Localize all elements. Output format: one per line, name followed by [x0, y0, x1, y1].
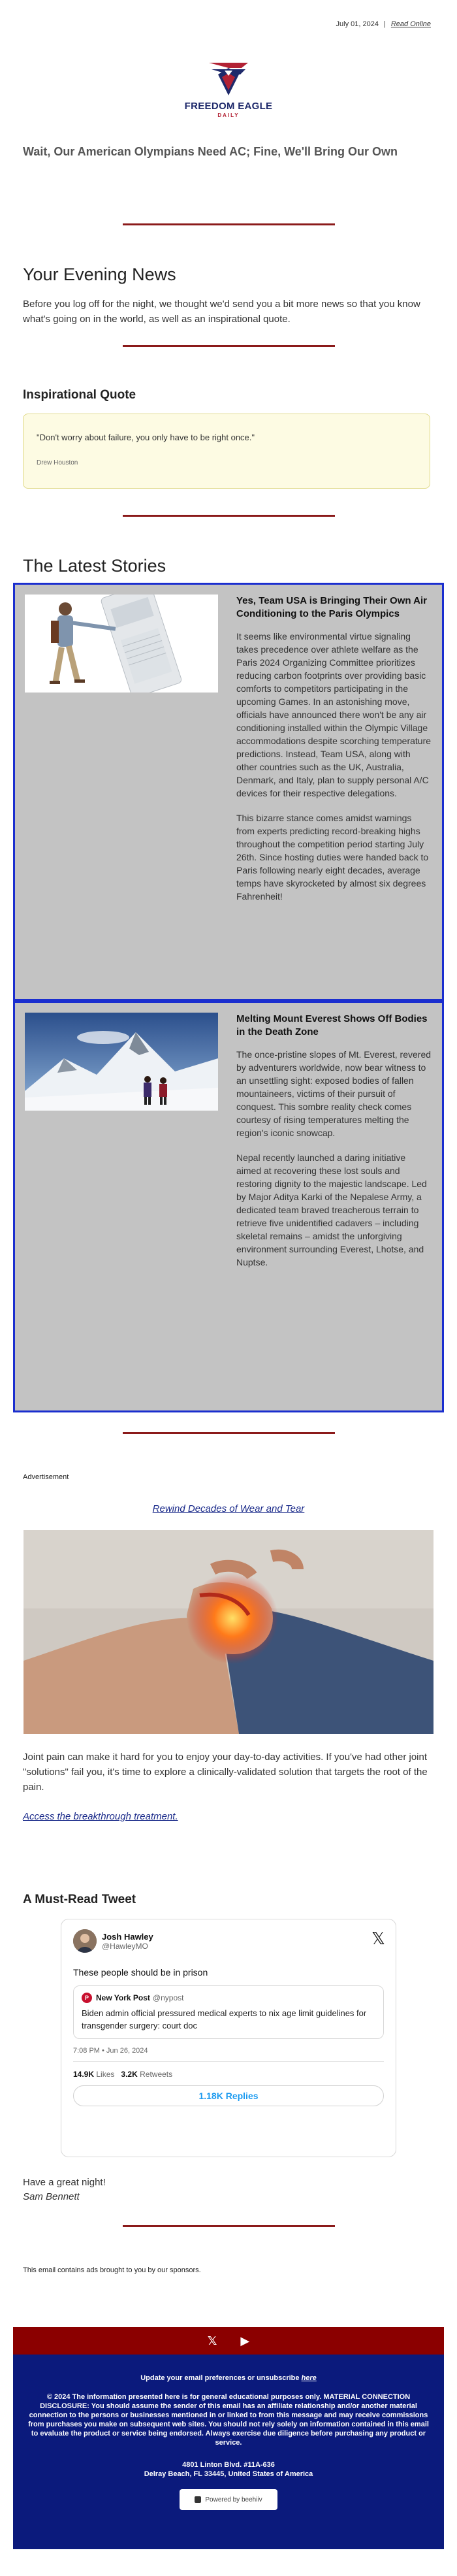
- tweet-section-title: A Must-Read Tweet: [23, 1893, 136, 1906]
- man-with-ac-unit-image: [25, 595, 218, 693]
- ad-body-text: Joint pain can make it hard for you to enjoy your day-to-day activities. If you've had other joint "solutions" fail you, it's time to explore a clinically-validated solution that targets the root of the pain.: [23, 1752, 428, 1793]
- preferences-text: Update your email preferences or unsubscribe: [140, 2374, 300, 2382]
- story-image-everest[interactable]: [25, 1013, 218, 1111]
- retweets-label: Retweets: [140, 2070, 173, 2079]
- quote-section: [0, 388, 457, 489]
- story-title[interactable]: Yes, Team USA is Bringing Their Own Air Conditioning to the Paris Olympics: [236, 595, 428, 619]
- unsubscribe-link[interactable]: here: [301, 2374, 317, 2382]
- tweet-header: [73, 1929, 384, 1953]
- read-online-link[interactable]: Read Online: [390, 20, 431, 28]
- footer: [13, 2327, 444, 2549]
- mailing-address: [13, 2460, 444, 2479]
- quote-author: Drew Houston: [37, 459, 78, 466]
- tweet-text: These people should be in prison: [73, 1967, 208, 1978]
- story-paragraph: This bizarre stance comes amidst warnings from experts predicting record-breaking highs throughout the competition period starting July 26th. Since hosting duties were handed back to Paris following nearly eight decades, average temps have skyrocketed by almost six degrees Fahrenheit!: [236, 813, 429, 902]
- brand-tagline: DAILY: [217, 112, 240, 118]
- disclaimer: © 2024 The information presented here is for general educational purposes only. MATERIAL CONNECTION DISCLOSURE: You should assume the sender of this email has an affiliate relationship and/or another material connection to the persons or businesses mentioned in or linked to from this message and may receive commissions from purchases you make on subsequent web sites. You should not rely solely on information contained in this email to evaluate the product or service being endorsed. Always exercise due diligence before purchasing any product or service.: [28, 2393, 429, 2447]
- email-preferences: [13, 2374, 444, 2382]
- separator: |: [383, 20, 386, 28]
- likes-label: Likes: [96, 2070, 115, 2079]
- likes-count: 14.9K: [73, 2070, 95, 2079]
- social-bar: [13, 2327, 444, 2355]
- beehiiv-icon: [195, 2496, 201, 2503]
- tweet-card[interactable]: [61, 1919, 396, 2157]
- evening-news-intro: Before you log off for the night, we thought we'd send you a bit more news so that you know what's going on in the world, as well as an inspirational quote.: [23, 299, 420, 325]
- avatar-icon: [73, 1929, 97, 1953]
- signoff-line: Have a great night!: [23, 2177, 106, 2188]
- story-image-ac[interactable]: [25, 595, 218, 693]
- signoff-name: Sam Bennett: [23, 2191, 80, 2202]
- story-paragraph: It seems like environmental virtue signaling takes precedence over athlete welfare as the Paris 2024 Organizing Committee prioritizes reducing carbon footprints over providing basic comforts to competitors participating in the upcoming Games. In an astonishing move, officials have announced there won't be any air conditioning installed within the Olympic Village accommodations despite scorching temperature predictions. Instead, Team USA, along with other countries such as the UK, Australia, Denmark, and Italy, plan to supply personal A/C devices for their respective delegations.: [236, 631, 432, 798]
- story-card[interactable]: [13, 583, 444, 1001]
- eagle-logo-icon: [205, 59, 252, 98]
- address-line-2: Delray Beach, FL 33445, United States of America: [144, 2470, 313, 2478]
- advertisement-label: Advertisement: [23, 1473, 69, 1481]
- x-logo-icon[interactable]: 𝕏: [371, 1929, 385, 1948]
- powered-by-badge[interactable]: [180, 2489, 277, 2510]
- retweets-count: 3.2K: [121, 2070, 138, 2079]
- quoted-tweet-text: Biden admin official pressured medical experts to nix age limit guidelines for transgender surgery: court doc: [82, 2008, 367, 2030]
- quoted-author-handle: @nypost: [152, 1993, 184, 2002]
- story-body: [218, 595, 432, 989]
- brand-logo[interactable]: [0, 46, 457, 144]
- signoff: [0, 2176, 457, 2204]
- latest-stories-header: [0, 556, 457, 576]
- ad-headline-link[interactable]: Rewind Decades of Wear and Tear: [152, 1503, 305, 1514]
- tweet-stats: [73, 2070, 384, 2079]
- ad-knee-image[interactable]: [24, 1530, 433, 1734]
- issue-date: July 01, 2024: [336, 20, 379, 28]
- quoted-author-name: New York Post: [96, 1993, 150, 2002]
- evening-news-section: [0, 265, 457, 327]
- main-headline: Wait, Our American Olympians Need AC; Fine, We'll Bring Our Own: [23, 145, 398, 158]
- replies-button[interactable]: 1.18K Replies: [73, 2085, 384, 2106]
- tweet-author-handle[interactable]: @HawleyMO: [102, 1941, 148, 1951]
- stories-list: [13, 583, 444, 1412]
- latest-stories-title: The Latest Stories: [23, 556, 166, 576]
- story-card[interactable]: [13, 1001, 444, 1412]
- tweet-author-avatar[interactable]: [73, 1929, 97, 1953]
- story-title[interactable]: Melting Mount Everest Shows Off Bodies in the Death Zone: [236, 1013, 428, 1037]
- tweet-author-name[interactable]: Josh Hawley: [102, 1931, 153, 1942]
- nypost-avatar-icon: P: [82, 1993, 92, 2003]
- quote-text: "Don't worry about failure, you only have to be right once.": [37, 432, 255, 442]
- knee-pain-image: [24, 1530, 433, 1734]
- quoted-tweet-header: [82, 1993, 375, 2003]
- brand-name: FREEDOM EAGLE: [184, 101, 273, 112]
- story-paragraph: The once-pristine slopes of Mt. Everest, revered by adventurers worldwide, now bear witness to an unsettling sight: exposed bodies of fallen mountaineers, victims of their pursuit of conquest. This sombre reality check comes courtesy of rising temperatures melting the region's iconic snowcap.: [236, 1049, 432, 1138]
- quoted-tweet[interactable]: [73, 1985, 384, 2039]
- address-line-1: 4801 Linton Blvd. #11A-636: [182, 2461, 275, 2469]
- story-body: [218, 1013, 432, 1401]
- powered-by-text: Powered by beehiiv: [205, 2496, 262, 2503]
- quote-section-title: Inspirational Quote: [23, 388, 136, 402]
- ad-cta-link[interactable]: Access the breakthrough treatment.: [23, 1811, 178, 1822]
- x-social-icon[interactable]: 𝕏: [207, 2334, 217, 2347]
- sponsors-note: This email contains ads brought to you by our sponsors.: [23, 2266, 201, 2274]
- top-bar: [0, 0, 457, 46]
- everest-climbers-image: [25, 1013, 218, 1111]
- story-paragraph: Nepal recently launched a daring initiative aimed at recovering these lost souls and restoring dignity to the majestic landscape. Led by Major Aditya Karki of the Nepalese Army, a dedicated team braved treacherous terrain to retrieve five unidentified cadavers – including skeletal remains – amidst the unforgiving environment surrounding Everest, Lhotse, and Nuptse.: [236, 1152, 427, 1267]
- youtube-icon[interactable]: ▶: [240, 2334, 250, 2347]
- tweet-date[interactable]: 7:08 PM • Jun 26, 2024: [73, 2047, 384, 2062]
- evening-news-title: Your Evening News: [23, 265, 176, 284]
- quote-box: [23, 414, 430, 489]
